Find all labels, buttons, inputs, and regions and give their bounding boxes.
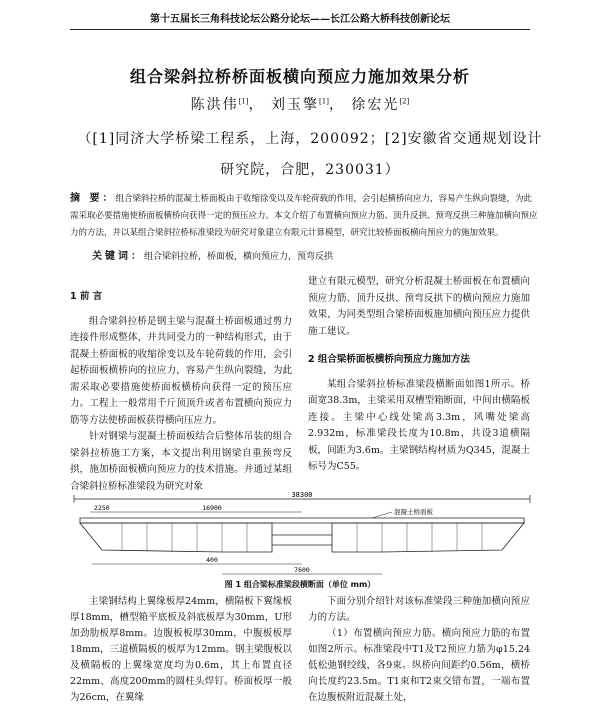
paragraph: 组合梁斜拉桥是钢主梁与混凝土桥面板通过剪力连接件形成整体，并共同受力的一种结构形式，由于混凝土桥面板的收缩徐变以及车轮荷载的作用，会引起桥面板横桥向的拉应力，容易产生纵向裂缝，为此需采取必要措施使桥面板横桥向获得一定的预压应力。工程上一般常用千斤顶顶升或者布置横向预应力筋等方法使桥面板获得横向压应力。 <box>70 315 292 426</box>
author-line <box>0 94 600 114</box>
dim-400-label: 400 <box>206 556 218 564</box>
author-name: 徐宏光 <box>351 97 400 113</box>
paragraph: 针对钢梁与混凝土桥面板结合后整体吊装的组合梁斜拉桥施工方案，本文提出利用钢梁自重预弯反拱，施加桥面板横向预应力的技术措施。并通过某组合梁斜拉桥标准梁段为研究对象 <box>70 431 292 492</box>
left-column <box>70 285 292 495</box>
leader-line <box>372 512 392 518</box>
keywords-label: 关键词： <box>92 251 144 262</box>
deck-slab <box>80 518 524 523</box>
box-girder-left <box>80 523 272 552</box>
abstract <box>70 190 540 242</box>
paragraph: 主梁钢结构上翼缘板厚24mm，横隔板下翼缘板厚18mm，槽型箱平底板及斜底板厚为30mm，U形加劲肋板厚8mm。边腹板板厚30mm，中腹板板厚18mm，三道横隔板的板厚为12mm。钢主梁腹板以及横隔板的上翼缘宽度均为0.6m，其上布置直径22mm、高度200mm的圆柱头焊钉。桥面板厚一般为26cm，在翼缘 <box>70 596 292 703</box>
author-mark: [2] <box>399 97 410 106</box>
bottom-right-column <box>308 594 530 706</box>
keywords <box>92 247 542 262</box>
figure-caption: 图 1 组合梁标准梁段横断面（单位 mm） <box>224 580 376 589</box>
paragraph: （1）布置横向预应力筋。横向预应力筋的布置如图2所示。标准梁段中T1及T2预应力筋为φ15.24低松弛钢绞线，各9束。纵桥向间距约0.56m，横桥向长度约23.5m。T1束和T2束交错布置，一端布置在边腹板附近混凝土处， <box>308 628 530 703</box>
running-head: 第十五届长三角科技论坛公路分论坛——长江公路大桥科技创新论坛 <box>150 14 450 25</box>
dim-7600-label: 7600 <box>294 566 310 574</box>
bottom-left-column <box>70 594 292 706</box>
paragraph: 下面分别介绍针对该标准梁段三种施加横向预应力的方法。 <box>308 596 530 623</box>
section-heading: 2 组合梁桥面板横桥向预应力施加方法 <box>308 354 470 365</box>
paragraph: 某组合梁斜拉桥标准梁段横断面如图1所示。桥面宽38.3m，主梁采用双槽型箱断面，中间由横隔板连接。主梁中心线处梁高3.3m，风嘴处梁高2.932m，标准梁段长度为10.8m，共设3道横隔板，间距为3.6m。主梁钢结构材质为Q345，混凝土标号为C55。 <box>308 378 530 472</box>
author-separator: ， <box>328 97 345 113</box>
affiliation: （[1]同济大学桥梁工程系，上海，200092；[2]安徽省交通规划设计研究院，合肥，230031） <box>77 131 543 178</box>
deck-label: 混凝土桥面板 <box>394 508 433 516</box>
paragraph: 建立有限元模型，研究分析混凝土桥面板在布置横向预应力筋、顶升反拱、预弯反拱下的横向预应力施加效果，为同类型组合梁桥面板施加横向预压应力提供施工建议。 <box>308 276 530 337</box>
dim-16900-label: 16900 <box>202 504 222 512</box>
right-column <box>308 274 530 476</box>
abstract-label: 摘 要： <box>70 193 116 204</box>
author-separator: ， <box>248 97 265 113</box>
author-mark: [1] <box>238 97 249 106</box>
keywords-text: 组合梁斜拉桥，桥面板，横向预应力，预弯反拱 <box>144 252 334 262</box>
cross-section-figure <box>72 490 532 578</box>
section-heading: 1 前 言 <box>70 291 103 302</box>
box-girder-right <box>332 523 524 552</box>
paper-title: 组合梁斜拉桥桥面板横向预应力施加效果分析 <box>129 67 470 86</box>
author-name: 陈洪伟 <box>190 97 239 113</box>
abstract-text: 组合梁斜拉桥的混凝土桥面板由于收缩徐变以及车轮荷载的作用，会引起横桥向应力，容易产生纵向裂缝，为此需采取必要措施使桥面板横桥向获得一定的预压应力。本文介绍了布置横向预应力筋、顶升反拱、预弯反拱三种施加横向预应力的方法，并以某组合梁斜拉桥标准梁段为研究对象建立有限元计算模型，研究比较桥面板横向预应力的施加效果。 <box>70 194 538 238</box>
stiffeners <box>122 523 482 552</box>
author-name: 刘玉擎 <box>271 97 320 113</box>
dim-total-label: 38300 <box>291 491 313 499</box>
header-rule <box>70 29 530 30</box>
dim-2250-label: 2250 <box>94 504 110 512</box>
author-mark: [1] <box>319 97 329 106</box>
